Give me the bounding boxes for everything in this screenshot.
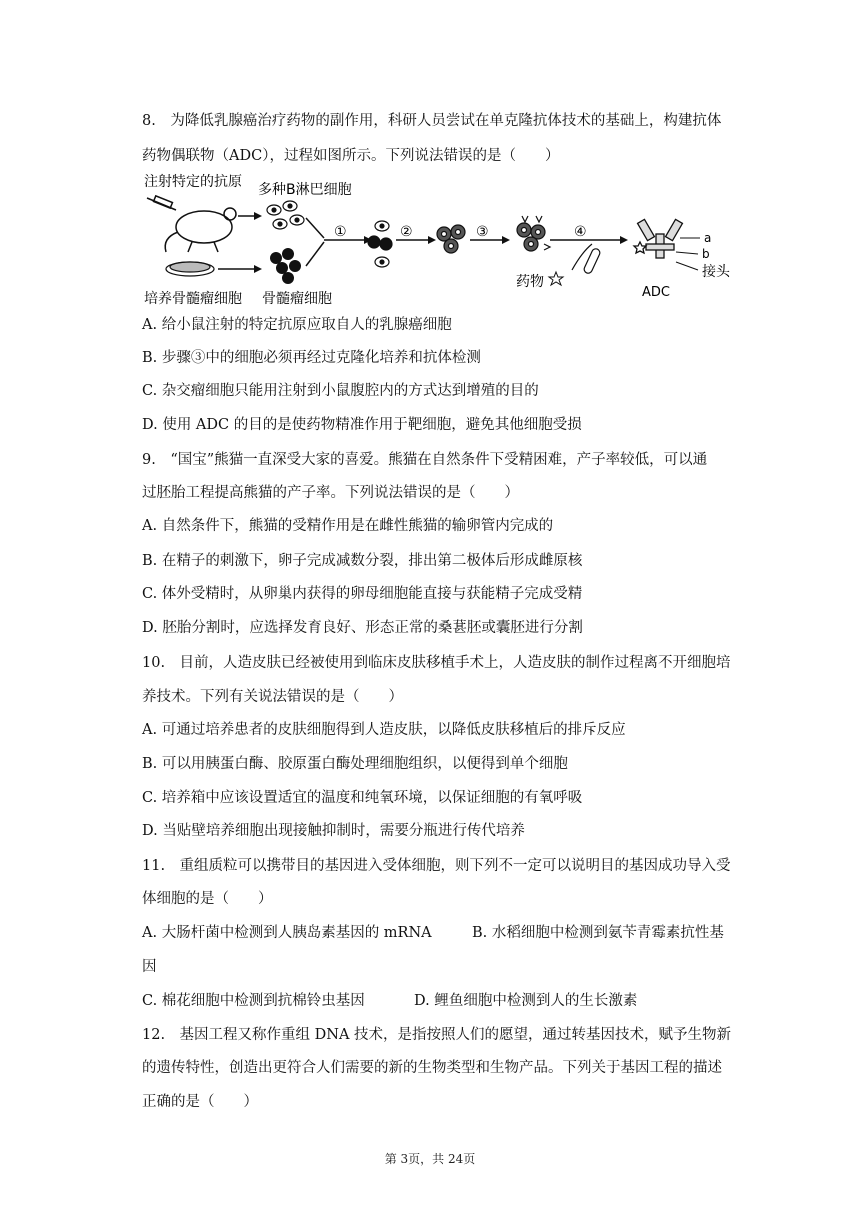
label-myeloma: 骨髓瘤细胞 (262, 291, 332, 307)
antibody-cells-icon (517, 216, 550, 251)
label-joint: 接头 (702, 264, 730, 280)
q8-option-d: D. 使用 ADC 的目的是使药物精准作用于靶细胞，避免其他细胞受损 (142, 417, 582, 433)
q9-stem-line2: 过胚胎工程提高熊猫的产子率。下列说法错误的是（ ） (142, 485, 519, 501)
q11-stem-line2: 体细胞的是（ ） (142, 891, 273, 907)
q9-option-c: C. 体外受精时，从卵巢内获得的卵母细胞能直接与获能精子完成受精 (142, 586, 583, 602)
q11-stem-line1: 11. 重组质粒可以携带目的基因进入受体细胞，则下列不一定可以说明目的基因成功导入受 (142, 858, 731, 874)
q12-stem-line1: 12. 基因工程又称作重组 DNA 技术，是指按照人们的愿望，通过转基因技术，赋予生物新 (142, 1027, 732, 1043)
petri-dish-icon (166, 262, 214, 276)
label-b: b (702, 247, 710, 261)
label-b-cells: 多种B淋巴细胞 (258, 182, 352, 198)
q8-option-a: A. 给小鼠注射的特定抗原应取自人的乳腺癌细胞 (142, 317, 452, 333)
step-3: ③ (476, 224, 489, 240)
label-drug: 药物 (516, 274, 544, 290)
q11-option-a: A. 大肠杆菌中检测到人胰岛素基因的 mRNA (142, 925, 432, 941)
mouse-icon (165, 208, 236, 252)
q10-option-a: A. 可通过培养患者的皮肤细胞得到人造皮肤，以降低皮肤移植后的排斥反应 (142, 722, 626, 738)
step-1: ① (334, 224, 347, 240)
adc-molecule-icon (634, 219, 682, 258)
step-2: ② (400, 224, 413, 240)
q8-stem-line1: 8. 为降低乳腺癌治疗药物的副作用，科研人员尝试在单克隆抗体技术的基础上，构建抗体 (142, 113, 722, 129)
q8-stem-line2: 药物偶联物（ADC），过程如图所示。下列说法错误的是（ ） (142, 148, 560, 164)
q9-stem-line1: 9. “国宝”熊猫一直深受大家的喜爱。熊猫在自然条件下受精困难，产子率较低，可以通 (142, 452, 708, 468)
hybridoma-cells-icon (437, 225, 465, 253)
q9-option-a: A. 自然条件下，熊猫的受精作用是在雌性熊猫的输卵管内完成的 (142, 518, 554, 534)
step-4: ④ (574, 224, 587, 240)
label-culture: 培养骨髓瘤细胞 (144, 291, 242, 307)
q11-option-c: C. 棉花细胞中检测到抗棉铃虫基因 (142, 993, 365, 1009)
q8-option-b: B. 步骤③中的细胞必须再经过克隆化培养和抗体检测 (142, 350, 481, 366)
drug-star-icon (549, 272, 563, 285)
q10-option-d: D. 当贴壁培养细胞出现接触抑制时，需要分瓶进行传代培养 (142, 823, 525, 839)
label-a: a (704, 231, 712, 245)
label-adc: ADC (642, 285, 670, 300)
q11-option-d: D. 鲤鱼细胞中检测到人的生长激素 (414, 993, 638, 1009)
linker-icon (583, 248, 601, 275)
myeloma-cells-icon (270, 248, 301, 284)
syringe-icon (147, 196, 176, 210)
page-footer: 第 3页，共 24页 (384, 1152, 476, 1166)
q9-option-d: D. 胚胎分割时，应选择发育良好、形态正常的桑葚胚或囊胚进行分割 (142, 620, 583, 636)
q12-stem-line2: 的遗传特性，创造出更符合人们需要的新的生物类型和生物产品。下列关于基因工程的描述 (142, 1060, 722, 1076)
q11-option-b-wrap: 因 (142, 959, 157, 975)
q9-option-b: B. 在精子的刺激下，卵子完成减数分裂，排出第二极体后形成雌原核 (142, 553, 583, 569)
q10-stem-line1: 10. 目前，人造皮肤已经被使用到临床皮肤移植手术上，人造皮肤的制作过程离不开细胞培 (142, 655, 731, 671)
b-cells-icon (267, 201, 304, 229)
q10-option-b: B. 可以用胰蛋白酶、胶原蛋白酶处理细胞组织，以便得到单个细胞 (142, 756, 568, 772)
q8-adc-diagram (142, 172, 742, 308)
q11-option-b: B. 水稻细胞中检测到氨苄青霉素抗性基 (472, 925, 724, 941)
q10-option-c: C. 培养箱中应该设置适宜的温度和纯氧环境，以保证细胞的有氧呼吸 (142, 790, 583, 806)
fused-cells-icon (368, 221, 392, 267)
q8-option-c: C. 杂交瘤细胞只能用注射到小鼠腹腔内的方式达到增殖的目的 (142, 383, 539, 399)
q12-stem-line3: 正确的是（ ） (142, 1094, 258, 1110)
label-antigen: 注射特定的抗原 (144, 174, 242, 190)
q10-stem-line2: 养技术。下列有关说法错误的是（ ） (142, 689, 403, 705)
